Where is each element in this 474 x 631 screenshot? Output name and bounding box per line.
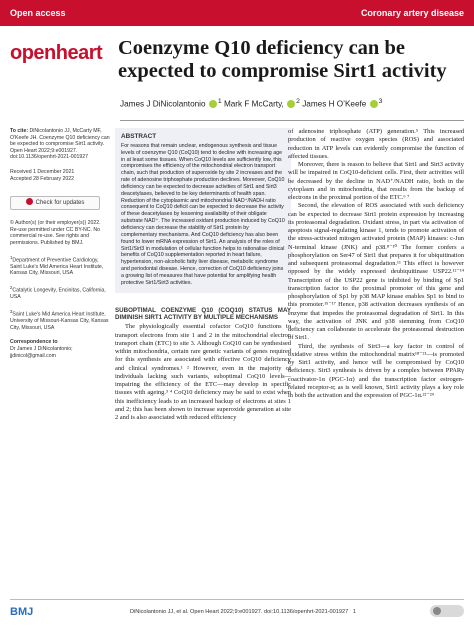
citation-text: DiNicolantonio JJ, McCarty MF, O'Keefe JH. Coenzyme Q10 deficiency can be expected to compromise Sirt1 activity. Open Heart 2022;9:e001927. doi:10.1136/openhrt-2021-001927 (10, 128, 110, 161)
orcid-icon[interactable] (287, 100, 295, 108)
author-1-affiliation: 1 (217, 98, 222, 105)
citation-block (10, 128, 110, 161)
citation-label: To cite: (10, 128, 29, 134)
affiliation-3: $^3$Saint Luke's Mid America Heart Institute, University of Missouri-Kansas City, Kansas City, Missouri, USA (10, 308, 109, 331)
abstract-box (115, 128, 291, 293)
abstract-heading: ABSTRACT (121, 133, 157, 140)
footer-divider (10, 599, 464, 600)
orcid-icon[interactable] (370, 100, 378, 108)
left-column (115, 128, 291, 422)
section-heading: SUBOPTIMAL COENZYME Q10 (COQ10) STATUS MAY DIMINISH SIRT1 ACTIVITY BY MULTIPLE MECHANISMS (115, 306, 291, 321)
footer-citation: DiNicolantonio JJ, et al. Open Heart 2022;9:e001927. doi:10.1136/openhrt-2021-001927 1 (130, 609, 357, 615)
article-title: Coenzyme Q10 deficiency can be expected to compromise Sirt1 activity (118, 37, 447, 82)
copyright-notice: © Author(s) (or their employer(s)) 2022. Re-use permitted under CC BY-NC. No commercial re-use. See rights and permissions. Published by BMJ. (10, 220, 101, 246)
correspondence-block (10, 339, 110, 359)
accepted-date: Accepted 28 February 2022 (10, 175, 75, 182)
check-updates-label: Check for updates (35, 200, 85, 207)
author-2-affiliation: 2 (296, 98, 300, 105)
author-2[interactable]: Mark F McCarty, (223, 99, 284, 109)
section-category-label: Coronary artery disease (360, 8, 464, 18)
correspondence-name: Dr James J DiNicolantonio; (10, 346, 73, 353)
orcid-icon[interactable] (209, 100, 217, 108)
right-column (288, 128, 464, 400)
journal-logo: openheart (10, 42, 103, 64)
dates-block (10, 169, 110, 182)
body-paragraph: Second, the elevation of ROS associated with such deficiency can be expected to decrease Sirt1 protein expression by increasing its proteasomal degradation. Oxidant stress, in part via activation of apoptosis signal-regulating kinase 1, tends to promote activation of the stress-activated mitogen activated protein (MAP) kinases: c-Jun N-terminal kinase (JNK) and p38.⁸⁻¹⁰ The former confers a phosphorylation on Ser47 of Sirt1 that prepares it for ubiquitination and subsequent proteasomal degradation.¹¹ This effect is however opposed by the widely expressed deubiquitinase USP22.¹²⁻¹⁴ Transcription of the USP22 gene is inhibited by binding of Sp1 transcription factor to the proximal promoter of this gene and phosphorylation of Sp1 by p38 MAP kinase enables Sp1 to bind to this promoter.¹⁵⁻¹⁷ Hence, p38 activation decreases synthesis of an enzyme that impedes the proteasomal degradation of Sirt1. In this way, the activation of JNK and p38 stemming from CoQ10 deficiency can collaborate to accelerate the proteasomal destruction of Sirt1. (288, 202, 464, 342)
correspondence-label: Correspondence to (10, 339, 58, 346)
body-paragraph: Third, the synthesis of Sirt3—a key factor in control of oxidative stress within the mitochondrial matrix¹⁸⁻²¹—is promoted by Sirt1 activity, and hence will be compromised by CoQ10 deficiency. Sirt3 synthesis is driven by a complex between PPARγ coactivator-1α (PGC-1α) and the transcription factor estrogen-related receptor-α; as is well known, Sirt1 activity plays a key role in both the activation and the expression of PGC-1α.²²⁻²⁴ (288, 342, 464, 399)
author-line (120, 98, 465, 109)
abstract-text: For reasons that remain unclear, endogenous synthesis and tissue levels of coenzyme Q10 (CoQ10) tend to decline with increasing age in at least some tissues. When CoQ10 levels are sufficiently low, this compromises the efficiency of the mitochondrial electron transport chain, such that production of superoxide by site 2 increases and the rate of adenosine triphosphate production declines. Moreover, CoQ10 deficiency can be expected to decrease activities of Sirt1 and Sirt3 deacetylases, believed to be key determinants of health span. Reduction of the cytoplasmic and mitochondrial NAD⁺/NADH ratio consequent to CoQ10 deficit can be expected to decrease the activity of these deacetylases by lessening availability of their obligate substrate NAD⁺. The increased oxidant production induced by CoQ10 deficiency can decrease the stability of Sirt1 protein by complementary mechanisms. And CoQ10 deficiency has also been found to lower mRNA expression of Sirt1. An analysis of the roles of Sirt1/Sirt3 in modulation of cellular function helps to rationalise clinical benefits of CoQ10 supplementation reported in heart failure, hypertension, non-alcoholic fatty liver disease, metabolic syndrome and periodontal disease. Hence, correction of CoQ10 deficiency joins a growing list of measures that have potential for amplifying health protective Sirt1/Sirt3 activities. (121, 142, 285, 286)
crossmark-icon (26, 198, 33, 205)
correspondence-email[interactable]: jjdinicol@gmail.com (10, 352, 56, 359)
author-3-affiliation: 3 (378, 98, 383, 105)
received-date: Received 1 December 2021 (10, 168, 75, 175)
publisher-logo: BMJ (10, 606, 34, 618)
open-access-label: Open access (10, 8, 66, 18)
author-1[interactable]: James J DiNicolantonio (120, 99, 206, 109)
affiliation-1: $^1$Department of Preventive Cardiology, Saint Luke's Mid America Heart Institute, Kansas City, Missouri, USA (10, 254, 104, 277)
affiliation-2: $^2$Catalytic Longevity, Encinitas, California, USA (10, 285, 106, 301)
body-paragraph: Moreover, there is reason to believe that Sirt1 and Sirt3 activity will be impaired in CoQ10-deficient cells. First, their activities will be decreased by the decline in NAD⁺/NADH ratio, both in the cytoplasm and in mitochondria, that results from the backup of electrons in the proximal portion of the ETC.⁶ ⁷ (288, 161, 464, 201)
page-number: 1 (352, 609, 357, 615)
body-paragraph: of adenosine triphosphate (ATP) generation.⁵ This increased production of reactive oxygen species (ROS) and associated reduction in ATP levels can evidently compromise the function of affected tissues. (288, 128, 464, 160)
license-icon (430, 605, 464, 617)
header-divider (120, 120, 464, 121)
top-banner (0, 0, 474, 26)
article-sidebar (10, 128, 110, 367)
check-updates-button[interactable] (10, 196, 100, 210)
body-paragraph: The physiologically essential cofactor CoQ10 functions to transport electrons from site 1 and 2 in the mitochondrial electron transport chain (ETC) to site 3. Although CoQ10 can be synthesised within mitochondria, certain rare genetic variants of genes required for this synthesis are associated with effective CoQ10 deficiency and clinical syndromes.¹ ² However, even in the majority of individuals lacking such variants, suboptimal CoQ10 levels—impairing the efficiency of the ETC—may develop in specific tissues with ageing.³ ⁴ CoQ10 deficiency may be said to exist when this inefficiency leads to an increased backup of electrons at sites 1 and 2; this has been shown to increase superoxide generation at site 2 and is also associated with reduced efficiency (115, 323, 291, 422)
author-3[interactable]: James H O’Keefe (302, 99, 367, 109)
